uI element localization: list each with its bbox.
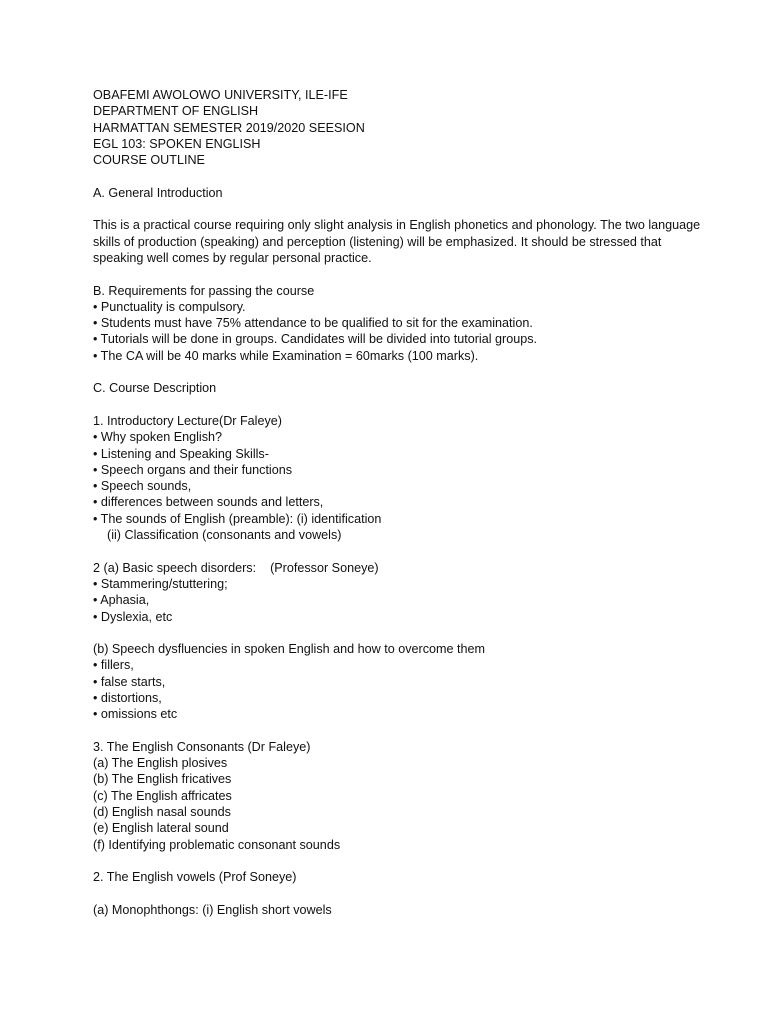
requirement-item: • Students must have 75% attendance to be qualified to sit for the examination. bbox=[93, 316, 533, 331]
topic-4-title: 2. The English vowels (Prof Soneye) bbox=[93, 870, 297, 885]
topic-2a-item: • Dyslexia, etc bbox=[93, 609, 173, 624]
spacer bbox=[93, 266, 713, 282]
topic-1-item: • differences between sounds and letters, bbox=[93, 495, 324, 510]
spacer bbox=[93, 625, 713, 641]
requirement-item: • Punctuality is compulsory. bbox=[93, 299, 246, 314]
spacer bbox=[93, 543, 713, 559]
spacer bbox=[93, 201, 713, 217]
document-page bbox=[93, 87, 713, 918]
topic-3-item: (d) English nasal sounds bbox=[93, 805, 231, 820]
department-name: DEPARTMENT OF ENGLISH bbox=[93, 104, 259, 119]
spacer bbox=[93, 886, 713, 902]
section-b-heading: B. Requirements for passing the course bbox=[93, 283, 315, 298]
topic-2b-title: (b) Speech dysfluencies in spoken English and how to overcome them bbox=[93, 642, 486, 657]
requirement-item: • Tutorials will be done in groups. Candidates will be divided into tutorial groups. bbox=[93, 332, 538, 347]
topic-2b-item: • fillers, bbox=[93, 658, 134, 673]
topic-3-item: (c) The English affricates bbox=[93, 788, 232, 803]
semester-title: HARMATTAN SEMESTER 2019/2020 SEESION bbox=[93, 120, 365, 135]
topic-2b-item: • false starts, bbox=[93, 674, 166, 689]
spacer bbox=[93, 853, 713, 869]
topic-2b-item: • omissions etc bbox=[93, 707, 178, 722]
topic-4-item: (a) Monophthongs: (i) English short vowels bbox=[93, 902, 332, 917]
outline-title: COURSE OUTLINE bbox=[93, 153, 205, 168]
section-a-heading: A. General Introduction bbox=[93, 185, 223, 200]
spacer bbox=[93, 397, 713, 413]
topic-2b-item: • distortions, bbox=[93, 690, 162, 705]
topic-3-item: (a) The English plosives bbox=[93, 756, 228, 771]
spacer bbox=[93, 723, 713, 739]
topic-2a-item: • Stammering/stuttering; bbox=[93, 576, 228, 591]
topic-3-item: (f) Identifying problematic consonant sounds bbox=[93, 837, 341, 852]
topic-1-item: • The sounds of English (preamble): (i) identification bbox=[93, 511, 382, 526]
topic-2a-item: • Aphasia, bbox=[93, 593, 150, 608]
topic-3-title: 3. The English Consonants (Dr Faleye) bbox=[93, 739, 311, 754]
university-name: OBAFEMI AWOLOWO UNIVERSITY, ILE-IFE bbox=[93, 88, 348, 102]
topic-1-item: (ii) Classification (consonants and vowels) bbox=[93, 528, 342, 543]
topic-3-item: (e) English lateral sound bbox=[93, 821, 229, 836]
section-a-paragraph: This is a practical course requiring only slight analysis in English phonetics and phonology. The two language skills of production (speaking) and perception (listening) will be emphasized. It should be stressed that speaking well comes by regular personal practice. bbox=[93, 218, 701, 265]
topic-2a-title: 2 (a) Basic speech disorders: (Professor Soneye) bbox=[93, 560, 379, 575]
course-title: EGL 103: SPOKEN ENGLISH bbox=[93, 136, 261, 151]
topic-1-item: • Why spoken English? bbox=[93, 430, 223, 445]
requirement-item: • The CA will be 40 marks while Examination = 60marks (100 marks). bbox=[93, 348, 479, 363]
spacer bbox=[93, 168, 713, 184]
topic-3-item: (b) The English fricatives bbox=[93, 772, 232, 787]
topic-1-item: • Speech organs and their functions bbox=[93, 462, 293, 477]
section-c-heading: C. Course Description bbox=[93, 381, 217, 396]
topic-1-item: • Listening and Speaking Skills- bbox=[93, 446, 269, 461]
spacer bbox=[93, 364, 713, 380]
topic-1-title: 1. Introductory Lecture(Dr Faleye) bbox=[93, 413, 282, 428]
topic-1-item: • Speech sounds, bbox=[93, 479, 192, 494]
